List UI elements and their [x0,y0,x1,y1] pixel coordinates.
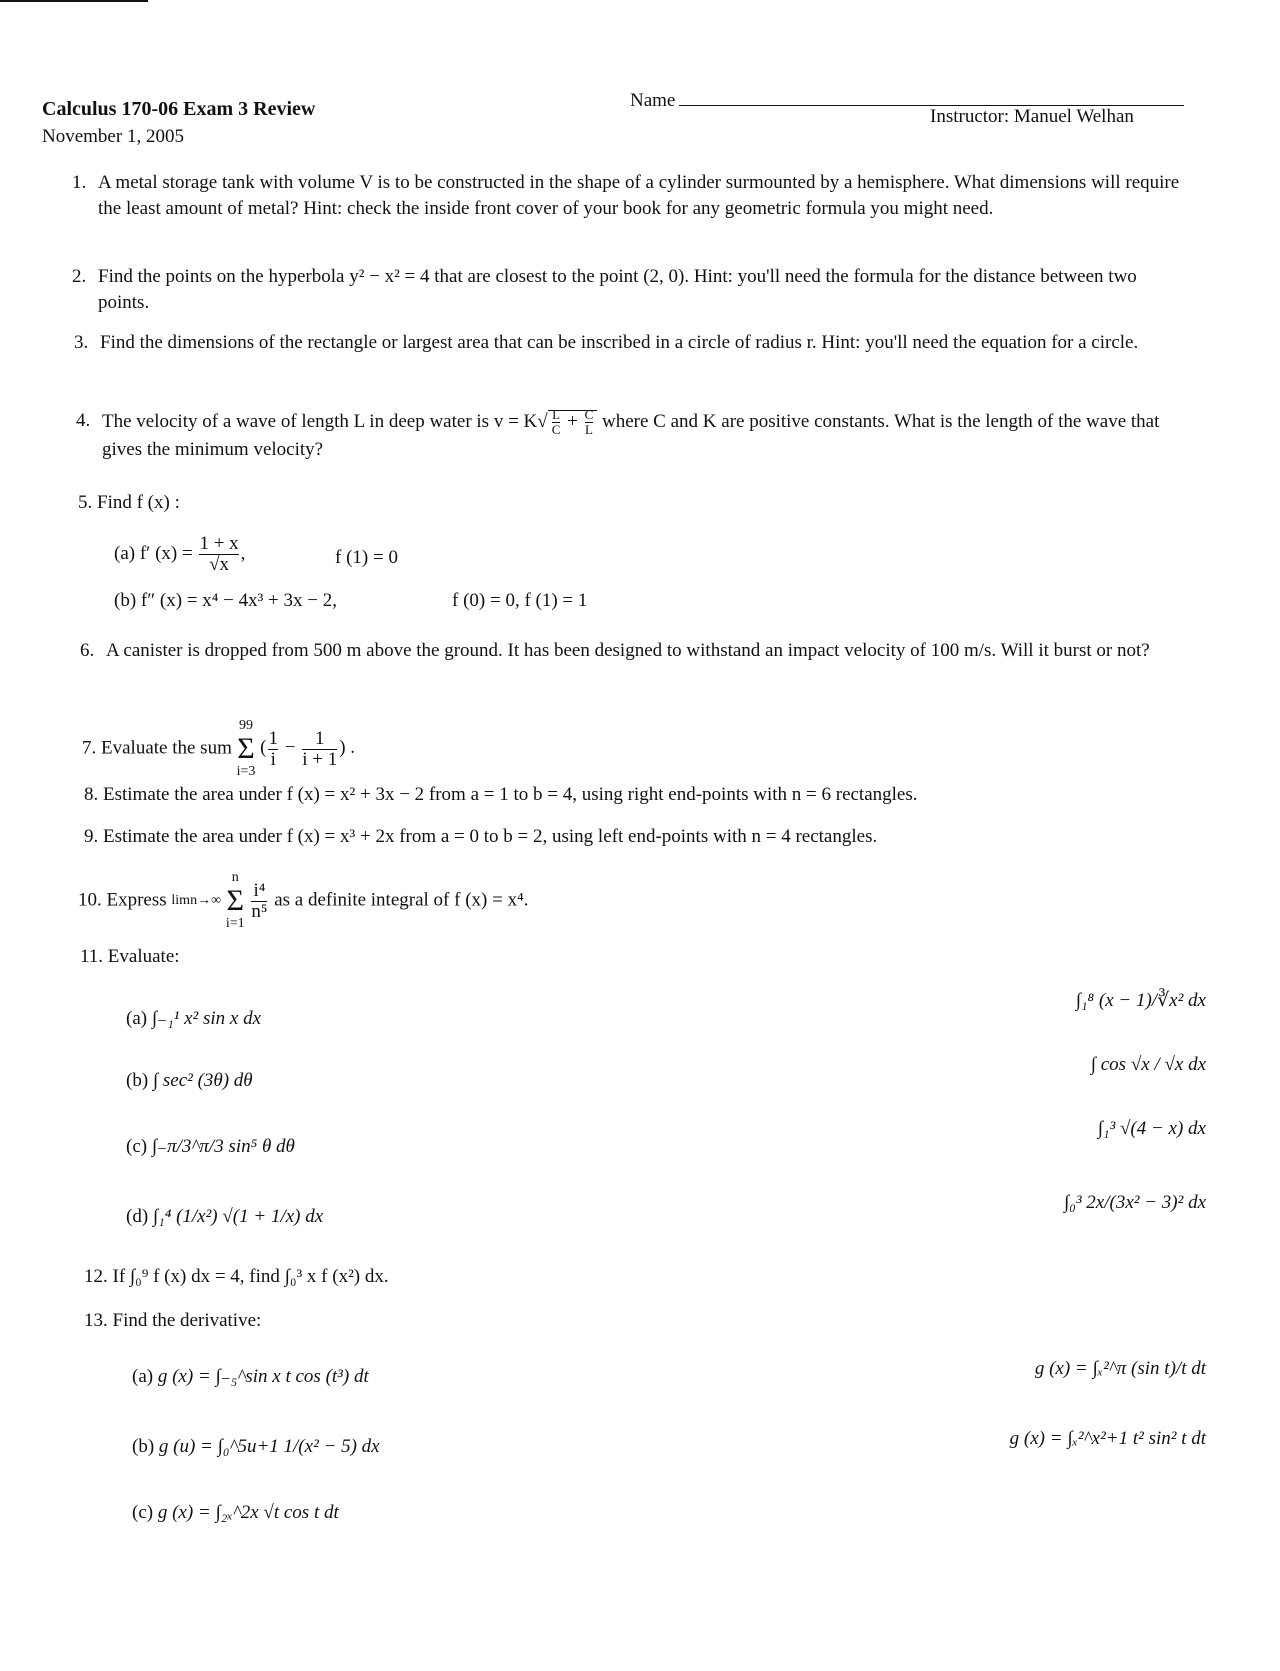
problem-number: 8. [84,784,99,805]
problem-number: 3. [74,332,89,353]
problem-5 [78,490,180,516]
problem-3 [74,330,1184,356]
problem-7 [82,718,355,780]
problem-13c [132,1500,339,1526]
extra-integral-3: ∫₁³ √(4 − x) dx [1097,1118,1206,1139]
problem-11a [126,1006,261,1032]
problem-text: Estimate the area under f (x) = x³ + 2x from a = 0 to b = 2, using left end-points with n = 4 rectangles. [103,826,878,847]
summation-symbol: 99 Σ i=3 [236,718,256,779]
summation-symbol: n Σ i=1 [225,870,245,931]
problem-text-end: as a definite integral of f (x) = x⁴. [274,889,529,911]
problem-number: 4. [76,410,91,431]
problem-number: 11. [80,946,104,967]
problem-text: Find the points on the hyperbola y² − x² = 4 that are closest to the point (2, 0). Hint: you'll need the formula for the distance between two points. [98,266,1137,313]
problem-number: 7. [82,737,97,759]
problem-11b [126,1068,253,1094]
problem-5b [114,588,337,614]
problem-number: 13. [84,1310,108,1331]
extra-derivative-2: g (x) = ∫ₓ²^x²+1 t² sin² t dt [1009,1428,1206,1449]
scan-border-line [0,0,148,2]
document-title: Calculus 170-06 Exam 3 Review [42,98,316,120]
problem-text: Find the derivative: [112,1310,262,1331]
part-label: (a) [126,1008,148,1029]
part-label: (c) [132,1502,154,1523]
problem-4 [76,408,1186,463]
fraction-numerator: 1 + x [199,533,239,554]
derivative-lhs: f′ (x) = [139,542,193,564]
velocity-sqrt-expression: √ $\frac{L}{C}$ + $\frac{C}{L}$ [537,410,597,432]
problem-text: Find the dimensions of the rectangle or largest area that can be inscribed in a circle of radius r. Hint: you'll need the equation for a circle. [100,332,1139,353]
part-label: (b) [114,590,137,611]
problem-13 [84,1308,261,1334]
problem-text: A metal storage tank with volume V is to be constructed in the shape of a cylinder surmounted by a hemisphere. What dimensions will require the least amount of metal? Hint: check the inside front cover of your book for any geometric formula you might need. [98,172,1180,219]
problem-13b [132,1434,380,1460]
problem-text: Evaluate the sum [101,737,232,759]
problem-13a [132,1364,369,1390]
problem-text: Find f (x) : [97,492,180,513]
extra-derivative-1: g (x) = ∫ₓ²^π (sin t)/t dt [1034,1358,1206,1379]
problem-text: Estimate the area under f (x) = x² + 3x − 2 from a = 1 to b = 4, using right end-points with n = 6 rectangles. [103,784,918,805]
problem-text-start: Express [106,889,167,911]
problem-5a: (a) f′ (x) = $\frac{1 + x}{√x}$ , [114,533,246,575]
initial-conditions: f (0) = 0, f (1) = 1 [452,590,588,611]
problem-text-start: The velocity of a wave of length L in deep water is v = K [102,410,538,432]
problem-number: 5. [78,492,93,513]
problem-10 [78,870,528,932]
problem-6 [80,638,1190,664]
extra-integral-2: ∫ cos √x / √x dx [1090,1054,1206,1075]
instructor-label: Instructor: Manuel Welhan [930,106,1134,127]
problem-text: If ∫₀⁹ f (x) dx = 4, find ∫₀³ x f (x²) dx. [112,1266,389,1287]
problem-11d [126,1204,323,1230]
document-date: November 1, 2005 [42,126,184,147]
integral-expression: ∫₋₁¹ x² sin x dx [151,1008,262,1029]
problem-text-end: where C and K are positive constants. What is the length of the wave that gives the minimum velocity? [102,410,1160,460]
equation: f″ (x) = x⁴ − 4x³ + 3x − 2, [140,590,337,611]
integral-expression: ∫₋π/3^π/3 sin⁵ θ dθ [151,1136,295,1157]
part-label: (a) [114,542,136,564]
part-label: (d) [126,1206,149,1227]
extra-integral-4: ∫₀³ 2x/(3x² − 3)² dx [1064,1192,1206,1213]
problem-number: 12. [84,1266,108,1287]
part-label: (c) [126,1136,148,1157]
function-definition: g (u) = ∫₀^5u+1 1/(x² − 5) dx [158,1436,380,1457]
problem-2 [72,264,1182,316]
part-label: (b) [126,1070,149,1091]
fraction-numerator: i⁴ [253,879,266,901]
problem-text: Evaluate: [107,946,180,967]
problem-9 [84,824,1194,850]
problem-12 [84,1264,389,1290]
integral-expression: ∫ sec² (3θ) dθ [152,1070,253,1091]
problem-number: 1. [72,172,87,193]
function-definition: g (x) = ∫₂ₓ^2x √t cos t dt [157,1502,339,1523]
initial-condition: f (1) = 0 [335,547,398,568]
problem-number: 2. [72,266,87,287]
name-label: Name [630,90,676,111]
problem-number: 9. [84,826,99,847]
problem-number: 6. [80,640,95,661]
problem-1 [72,170,1182,222]
function-definition: g (x) = ∫₋₅^sin x t cos (t³) dt [157,1366,369,1387]
problem-11 [80,944,180,970]
problem-11c [126,1134,295,1160]
problem-text: A canister is dropped from 500 m above the ground. It has been designed to withstand an impact velocity of 100 m/s. Will it burst or not? [106,640,1150,661]
problem-number: 10. [78,889,102,911]
fraction-denominator: n⁵ [251,900,268,922]
integral-expression: ∫₁⁴ (1/x²) √(1 + 1/x) dx [152,1206,324,1227]
part-label: (b) [132,1436,155,1457]
part-label: (a) [132,1366,154,1387]
extra-integral-1: ∫₁⁸ (x − 1)/∛x² dx [1075,990,1206,1011]
problem-8 [84,782,1194,808]
limit-expression: limn→∞ [171,893,222,908]
sum-term: ( $\frac{1}{i}$ − $\frac{1}{i + 1}$ ) . [260,727,356,770]
fraction-denominator: √x [199,554,238,575]
